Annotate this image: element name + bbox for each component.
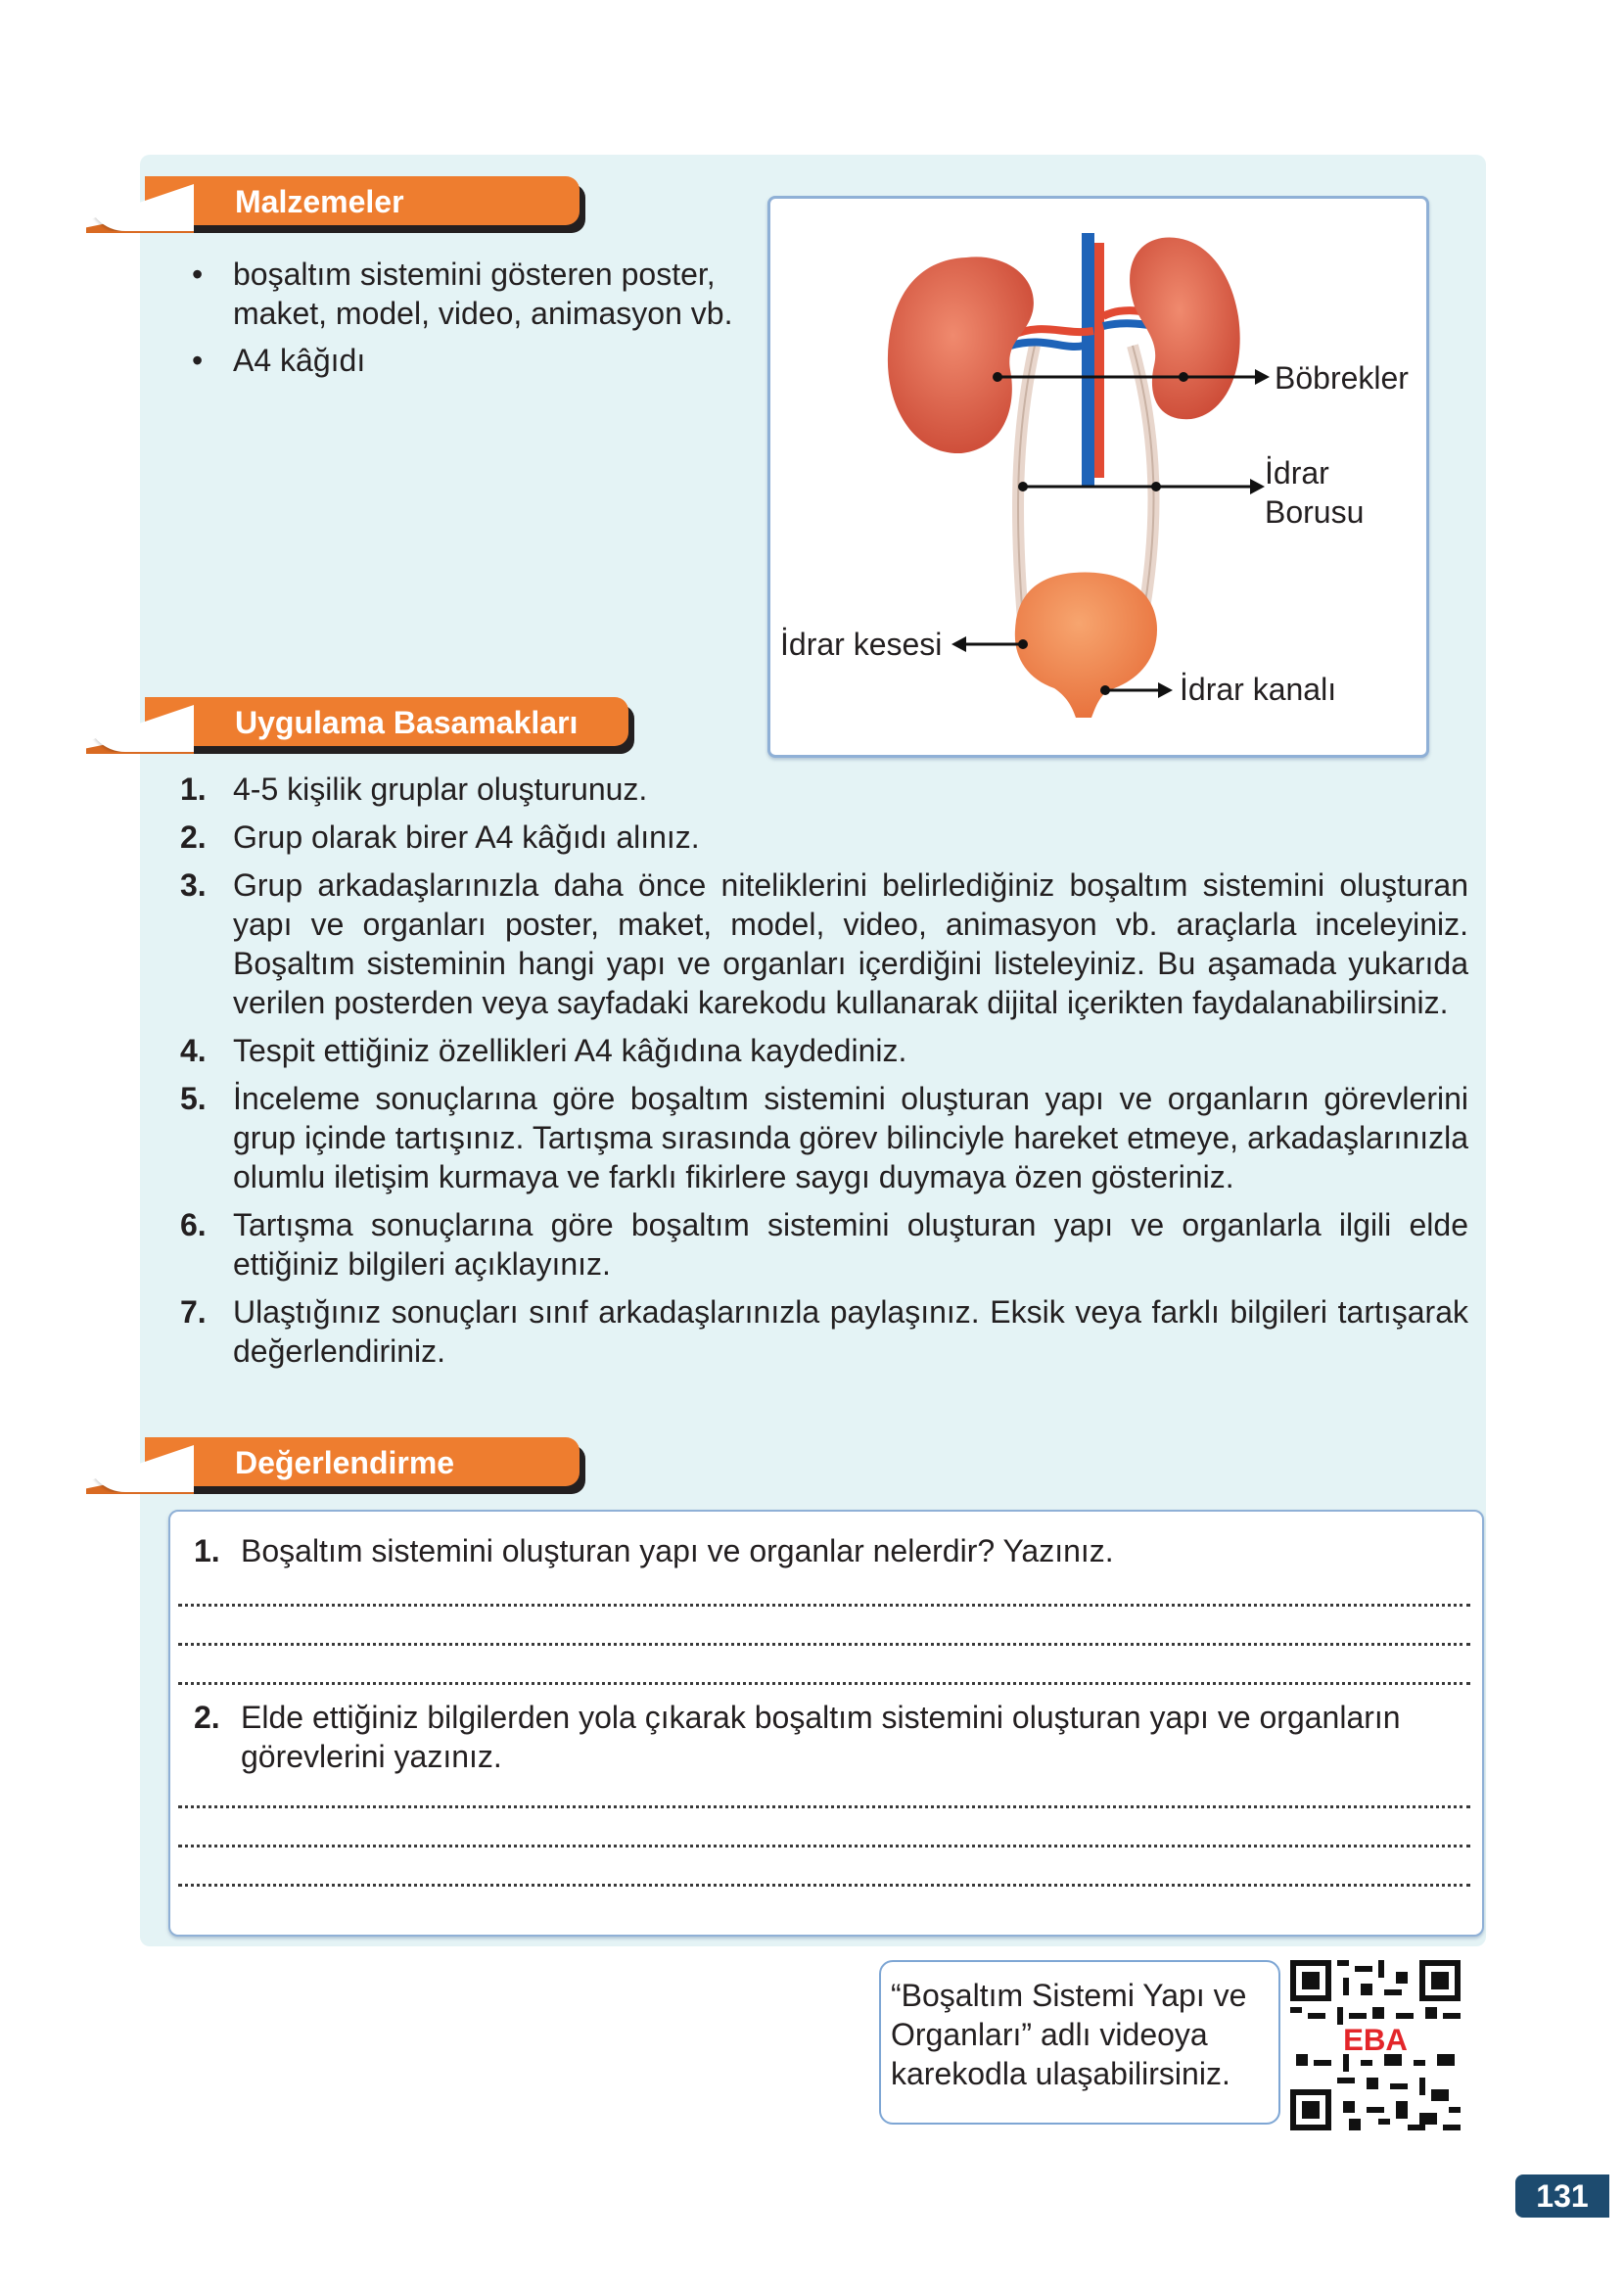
evaluation-header: [86, 1437, 585, 1500]
section-title: Malzemeler: [235, 184, 404, 219]
list-item: [176, 818, 1468, 857]
qr-code[interactable]: [1290, 1960, 1461, 2130]
step-text: Ulaştığınız sonuçları sınıf arkadaşlarınızla paylaşınız. Eksik veya farklı bilgileri tartışarak değerlendiriniz.: [233, 1294, 1468, 1369]
evaluation-question: [194, 1698, 1457, 1776]
answer-line[interactable]: [178, 1845, 1470, 1847]
bullet-icon: •: [192, 257, 204, 292]
evaluation-box: [168, 1510, 1484, 1937]
materials-list: [192, 255, 779, 388]
evaluation-question: [194, 1531, 1457, 1570]
vena-cava: [1082, 233, 1094, 488]
step-number: 7.: [180, 1294, 207, 1330]
step-text: Tartışma sonuçlarına göre boşaltım sistemini oluşturan yapı ve organlarla ilgili elde ettiğiniz bilgileri açıklayınız.: [233, 1207, 1468, 1282]
step-text: Grup olarak birer A4 kâğıdı alınız.: [233, 819, 700, 855]
question-number: 1.: [194, 1533, 220, 1568]
step-text: İnceleme sonuçlarına göre boşaltım sistemini oluşturan yapı ve organların görevlerini grup içinde tartışınız. Tartışma sırasında görev bilinciyle hareket etmeye, arkadaşlarınızla olumlu iletişim kurmaya ve farklı fikirlere saygı duymaya özen gösteriniz.: [233, 1081, 1468, 1194]
bullet-icon: •: [192, 343, 204, 378]
steps-list: [176, 770, 1468, 1379]
aorta: [1094, 243, 1104, 478]
section-title: Uygulama Basamakları: [235, 705, 579, 740]
steps-header: [86, 697, 634, 760]
section-title: Değerlendirme: [235, 1445, 455, 1480]
materials-header: [86, 176, 585, 239]
answer-line[interactable]: [178, 1604, 1470, 1607]
bladder: [1015, 573, 1157, 718]
ribbon-paper-fold: [86, 1445, 194, 1492]
qr-code-icon: [1290, 1960, 1461, 2130]
material-text: A4 kâğıdı: [233, 343, 366, 378]
qr-note: [879, 1960, 1280, 2125]
list-item: [176, 1205, 1468, 1284]
question-text: Elde ettiğiniz bilgilerden yola çıkarak boşaltım sistemini oluşturan yapı ve organların görevlerini yazınız.: [241, 1700, 1401, 1774]
list-item: [176, 865, 1468, 1022]
step-number: 1.: [180, 771, 207, 807]
label-urethra: İdrar kanalı: [1180, 672, 1337, 707]
page-number: 131: [1515, 2174, 1609, 2218]
answer-line[interactable]: [178, 1682, 1470, 1685]
label-bladder: İdrar kesesi: [780, 627, 943, 662]
qr-note-text: “Boşaltım Sistemi Yapı ve Organları” adlı videoya karekodla ulaşabilirsiniz.: [891, 1978, 1247, 2091]
list-item: [176, 1292, 1468, 1371]
qr-badge-text: EBA: [1343, 2022, 1408, 2057]
ribbon-paper-fold: [86, 705, 194, 752]
step-number: 3.: [180, 867, 207, 903]
list-item: [176, 770, 1468, 809]
step-number: 6.: [180, 1207, 207, 1242]
label-ureter-line1: İdrar: [1265, 455, 1329, 491]
answer-line[interactable]: [178, 1805, 1470, 1808]
list-item: [192, 341, 779, 380]
question-text: Boşaltım sistemini oluşturan yapı ve organlar nelerdir? Yazınız.: [241, 1533, 1114, 1568]
list-item: [176, 1079, 1468, 1196]
step-number: 2.: [180, 819, 207, 855]
step-text: 4-5 kişilik gruplar oluşturunuz.: [233, 771, 648, 807]
label-ureter-line2: Borusu: [1265, 494, 1365, 530]
answer-line[interactable]: [178, 1643, 1470, 1646]
step-text: Tespit ettiğiniz özellikleri A4 kâğıdına kaydediniz.: [233, 1033, 907, 1068]
label-kidneys: Böbrekler: [1275, 360, 1409, 396]
urinary-system-diagram: [767, 196, 1429, 758]
step-number: 5.: [180, 1081, 207, 1116]
material-text: boşaltım sistemini gösteren poster, maket, model, video, animasyon vb.: [233, 257, 733, 331]
question-number: 2.: [194, 1700, 220, 1735]
answer-line[interactable]: [178, 1884, 1470, 1887]
step-text: Grup arkadaşlarınızla daha önce niteliklerini belirlediğiniz boşaltım sistemini oluşturan yapı ve organları poster, maket, model, video, animasyon vb. araçlarla inceleyiniz. Boşaltım sisteminin hangi yapı ve organları içerdiğini listeleyiniz. Bu aşamada yukarıda verilen posterden veya sayfadaki karekodu kullanarak dijital içerikten faydalanabilirsiniz.: [233, 867, 1468, 1020]
list-item: [176, 1031, 1468, 1070]
step-number: 4.: [180, 1033, 207, 1068]
list-item: [192, 255, 779, 333]
ribbon-paper-fold: [86, 184, 194, 231]
left-kidney: [888, 257, 1034, 453]
